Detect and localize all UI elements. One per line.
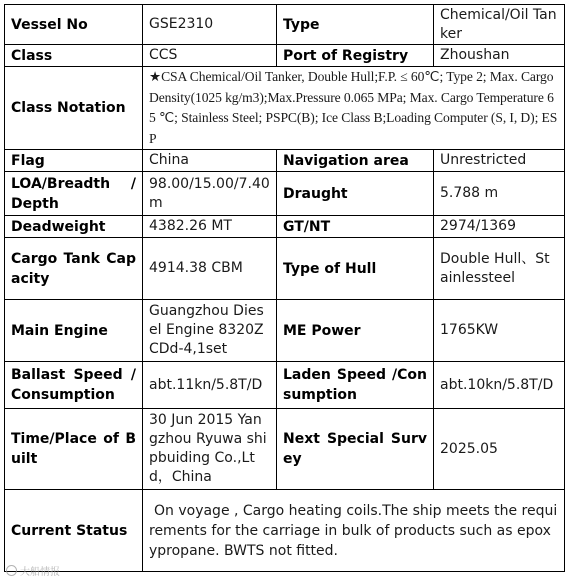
label-navigation-area: Navigation area (277, 150, 434, 172)
value-me-power: 1765KW (434, 300, 565, 362)
current-status-text: On voyage , Cargo heating coils.The ship meets the requirements for the carriage in bulk of products such as epoxypropane. BWTS not fitted. (149, 502, 558, 559)
row-deadweight (5, 216, 565, 238)
value-laden-speed: abt.10kn/5.8T/D (434, 362, 565, 409)
value-navigation-area: Unrestricted (434, 150, 565, 172)
watermark-text: 大船情报 (20, 567, 60, 578)
value-class-notation: ★CSA Chemical/Oil Tanker, Double Hull;F.P. ≤ 60℃; Type 2; Max. Cargo Density(1025 kg/m3);Max.Pressure 0.065 MPa; Max. Cargo Temperature 65 ℃; Stainless Steel; PSPC(B); Ice Class B;Loading Computer (S, I, D); ESP (143, 67, 565, 150)
row-cargo-capacity (5, 238, 565, 300)
label-class: Class (5, 45, 143, 67)
row-dimensions (5, 172, 565, 216)
value-port-of-registry: Zhoushan (434, 45, 565, 67)
label-draught: Draught (277, 172, 434, 216)
value-gt-nt: 2974/1369 (434, 216, 565, 238)
label-ballast-speed: Ballast Speed / Consumption (5, 362, 143, 409)
value-cargo-tank-capacity: 4914.38 CBM (143, 238, 277, 300)
label-port-of-registry: Port of Registry (277, 45, 434, 67)
value-time-place-built: 30 Jun 2015 Yangzhou Ryuwa shipbuiding Co.,Ltd，China (143, 409, 277, 490)
label-me-power: ME Power (277, 300, 434, 362)
label-type: Type (277, 5, 434, 45)
value-ballast-speed: abt.11kn/5.8T/D (143, 362, 277, 409)
label-deadweight: Deadweight (5, 216, 143, 238)
vessel-spec-table (4, 4, 565, 572)
label-class-notation: Class Notation (5, 67, 143, 150)
value-class: CCS (143, 45, 277, 67)
row-vessel-no (5, 5, 565, 45)
label-laden-speed: Laden Speed /Consumption (277, 362, 434, 409)
value-loa-breadth-depth: 98.00/15.00/7.40 m (143, 172, 277, 216)
value-next-special-survey: 2025.05 (434, 409, 565, 490)
value-deadweight: 4382.26 MT (143, 216, 277, 238)
label-main-engine: Main Engine (5, 300, 143, 362)
label-type-of-hull: Type of Hull (277, 238, 434, 300)
watermark-logo-icon (6, 565, 17, 576)
row-main-engine (5, 300, 565, 362)
label-loa-breadth-depth: LOA/Breadth / Depth (5, 172, 143, 216)
row-class-notation (5, 67, 565, 150)
value-type: Chemical/Oil Tanker (434, 5, 565, 45)
value-draught: 5.788 m (434, 172, 565, 216)
label-flag: Flag (5, 150, 143, 172)
value-main-engine: Guangzhou Diesel Engine 8320ZCDd-4,1set (143, 300, 277, 362)
label-cargo-tank-capacity: Cargo Tank Capacity (5, 238, 143, 300)
value-vessel-no: GSE2310 (143, 5, 277, 45)
row-class (5, 45, 565, 67)
value-current-status (143, 490, 565, 572)
label-time-place-built: Time/Place of Built (5, 409, 143, 490)
row-built (5, 409, 565, 490)
label-gt-nt: GT/NT (277, 216, 434, 238)
watermark (6, 563, 60, 578)
label-next-special-survey: Next Special Survey (277, 409, 434, 490)
value-flag: China (143, 150, 277, 172)
row-current-status (5, 490, 565, 572)
value-type-of-hull: Double Hull、Stainlessteel (434, 238, 565, 300)
row-speed (5, 362, 565, 409)
label-current-status: Current Status (5, 490, 143, 572)
row-flag (5, 150, 565, 172)
label-vessel-no: Vessel No (5, 5, 143, 45)
